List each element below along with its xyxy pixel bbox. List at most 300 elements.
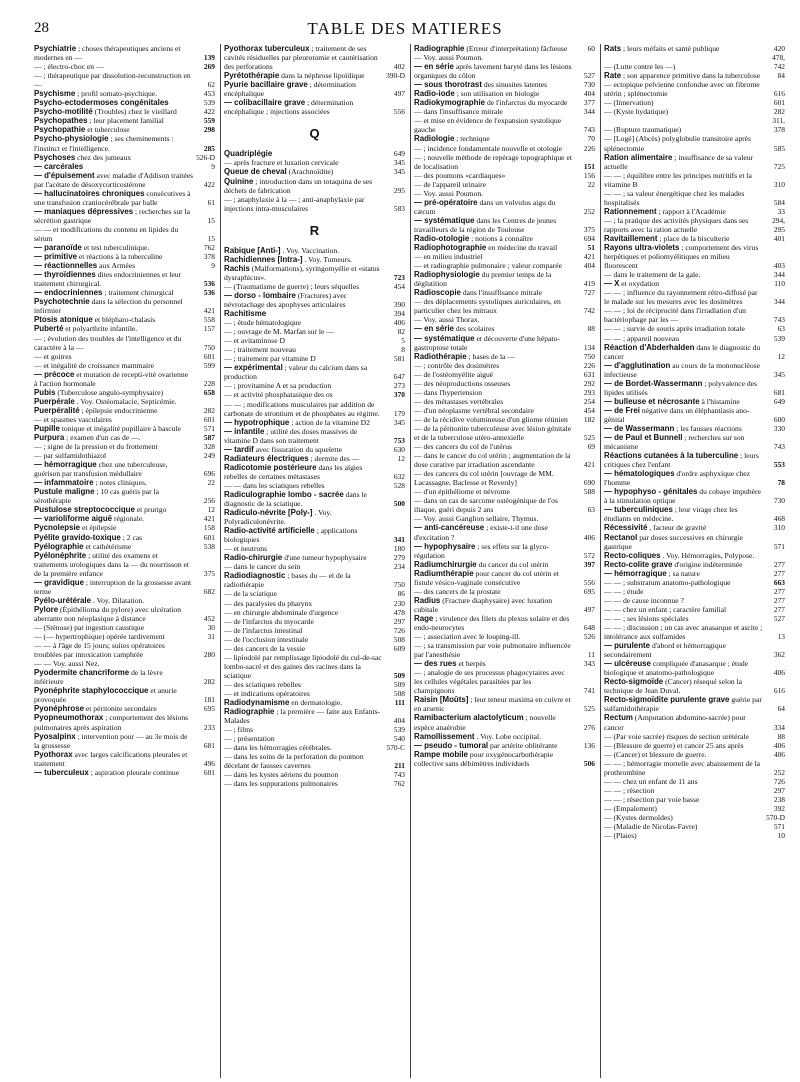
entry-text (224, 390, 385, 399)
entry-description: — — et modifications du contenu en lipides du sérum (34, 224, 179, 243)
entry-text (414, 243, 575, 252)
index-entry (34, 189, 215, 207)
entry-heading: Radicotomie postérieure (224, 462, 317, 472)
index-entry (224, 327, 405, 336)
index-entry (414, 451, 595, 469)
index-entry (604, 777, 785, 786)
entry-heading: Rationnement (604, 206, 657, 216)
entry-heading: Ravitaillement (604, 233, 658, 243)
entry-heading: — précoce (34, 369, 75, 379)
entry-page-number: 390 (393, 299, 405, 309)
entry-description: — ; étude hématologique (224, 318, 301, 328)
index-entry (224, 336, 405, 345)
entry-heading: Psychopathie (34, 125, 86, 135)
index-entry (34, 750, 215, 768)
entry-page-number: 33 (777, 206, 785, 216)
entry-text (224, 707, 385, 725)
entry-heading: Rachidiennes [Intra-] (224, 254, 303, 264)
index-entry (604, 732, 785, 741)
entry-description: dans un volvulus aigu du cæcum (414, 197, 556, 216)
index-entry (604, 451, 785, 469)
index-entry (34, 487, 215, 505)
index-entry (34, 324, 215, 333)
entry-page-number: 694 (583, 233, 595, 243)
index-entry (224, 508, 405, 526)
entry-description: avec larges calcifications pleurales et traitement (34, 749, 188, 768)
entry-text (34, 252, 195, 261)
entry-text (414, 261, 575, 270)
entry-text (604, 822, 765, 831)
entry-description: — et spasmes vasculaires (34, 414, 112, 424)
column-divider (410, 44, 411, 1078)
entry-description: — d'un néoplasme vertébral secondaire (414, 405, 534, 415)
entry-page-number: 279 (393, 553, 405, 563)
entry-text (34, 704, 195, 713)
entry-page-number: 156 (583, 170, 595, 180)
index-entry (604, 551, 785, 560)
entry-page-number: 298 (203, 125, 215, 135)
entry-page-number: 88 (587, 324, 595, 334)
entry-description: et réactions à la tuberculine (78, 252, 163, 262)
entry-description: (Amputation abdomino-sacrée) pour cancer (604, 713, 746, 732)
index-entry (414, 442, 595, 451)
index-entry (414, 388, 595, 397)
entry-description: dans les algies rebelles de certaines métastases (224, 462, 363, 481)
index-entry (34, 388, 215, 397)
entry-page-number: 599 (203, 360, 215, 370)
entry-heading: Radiodynamisme (224, 698, 290, 708)
index-entry (224, 644, 405, 653)
index-entry (414, 750, 595, 768)
entry-page-number: 743 (583, 125, 595, 135)
entry-text (34, 89, 195, 98)
entry-text (414, 134, 575, 143)
entry-page-number: 344 (773, 297, 785, 307)
entry-page-number: 682 (203, 586, 215, 596)
entry-page-number: 86 (397, 589, 405, 599)
entry-page-number: 616 (773, 686, 785, 696)
entry-description: (Épithélioma du pylore) avec ulcération aberrante non néoplasique à distance (34, 604, 182, 623)
entry-page-number: 497 (393, 89, 405, 99)
entry-page-number: 601 (203, 532, 215, 542)
entry-heading: — maniaques dépressives (34, 206, 134, 216)
entry-description: ; 2 cas (122, 532, 143, 542)
entry-page-number: 406 (583, 532, 595, 542)
entry-page-number: 345 (393, 417, 405, 427)
index-entry (604, 71, 785, 80)
entry-page-number: 12 (207, 505, 215, 515)
entry-page-number: 69 (587, 442, 595, 452)
index-entry (604, 343, 785, 361)
entry-page-number: 282 (203, 677, 215, 687)
entry-heading: Pyélonéphrite (34, 550, 87, 560)
entry-page-number: 11 (587, 650, 595, 660)
entry-heading: Radio-iode (414, 89, 455, 99)
index-entry (604, 614, 785, 623)
entry-description: d'une tumeur hypophysaire (284, 553, 367, 563)
index-entry (224, 291, 405, 309)
entry-description: — après fracture et luxation cervicale (224, 158, 339, 168)
entry-heading: Recto-colite grave (604, 559, 673, 569)
entry-page-number: 88 (777, 731, 785, 741)
entry-text (414, 560, 575, 569)
entry-description: dans le diagnostic du cancer (604, 342, 761, 361)
index-entry (224, 158, 405, 167)
entry-description: — (Lutte contre les —) (604, 62, 676, 72)
entry-heading: — pseudo - tumoral (414, 740, 489, 750)
entry-page-number: 726 (393, 625, 405, 635)
entry-page-number: 588 (583, 487, 595, 497)
entry-page-number: 454 (393, 281, 405, 291)
entry-heading: — hémorragique (34, 460, 97, 470)
entry-page-number: 696 (203, 469, 215, 479)
entry-description: — d'un épithéliome et névrome (414, 487, 510, 497)
entry-text (34, 270, 195, 288)
entry-page-number: 392 (773, 803, 785, 813)
entry-page-number: 727 (583, 288, 595, 298)
entry-page-number: 536 (203, 288, 215, 298)
entry-text (34, 487, 195, 505)
entry-text (224, 291, 385, 309)
entry-page-number: 571 (773, 541, 785, 551)
entry-description: — (Blessure de guerre) et cancer 25 ans après (604, 740, 744, 750)
entry-description: ; profil somato-psychique. (77, 89, 158, 99)
entry-page-number: 452 (203, 613, 215, 623)
entry-page-number: 526 (583, 632, 595, 642)
entry-description: — — à l'âge de 15 jours; suites opératoires troublées par intoxication camphrée (34, 641, 165, 660)
index-entry (604, 406, 785, 424)
index-entry (224, 98, 405, 116)
entry-page-number: 378 (203, 252, 215, 262)
index-entry (34, 713, 215, 731)
entry-description: — ; films (224, 725, 254, 735)
entry-description: — dans les soins de la perforation du poumon décelant de fausses cavernes (224, 752, 364, 771)
entry-page-number: 601 (773, 98, 785, 108)
entry-description: ; les fausses réactions (676, 423, 742, 433)
entry-page-number: 402 (393, 62, 405, 72)
entry-description: et anurie provoquée (34, 686, 177, 705)
entry-description: — ; ouvrage de M. Marfan sur le — (224, 327, 334, 337)
entry-text (414, 324, 575, 333)
entry-page-number: 277 (773, 595, 785, 605)
index-entry (604, 587, 785, 596)
entry-page-number: 406 (773, 668, 785, 678)
index-entry (224, 734, 405, 743)
entry-text (414, 713, 575, 731)
entry-page-number: 64 (777, 704, 785, 714)
entry-text (414, 180, 575, 189)
entry-heading: — infammatoire (34, 478, 94, 488)
index-entry (604, 822, 785, 831)
index-entry (604, 750, 785, 759)
entry-page-number: 649 (773, 396, 785, 406)
entry-page-number: 181 (203, 695, 215, 705)
entry-description: — dans l'hypertension (414, 387, 483, 397)
entry-text (224, 309, 385, 318)
index-entry (34, 116, 215, 125)
index-entry (604, 397, 785, 406)
entry-page-number: 179 (393, 408, 405, 418)
entry-page-number: 63 (777, 324, 785, 334)
entry-page-number: 238 (773, 794, 785, 804)
entry-description: — par sulfamidothiazol (34, 451, 107, 461)
entry-page-number: 328 (203, 442, 215, 452)
entry-text (34, 62, 195, 71)
entry-page-number: 538 (203, 541, 215, 551)
entry-text (34, 71, 195, 89)
entry-heading: Radiodiagnostic (224, 571, 286, 581)
entry-description: ; dermite des — (310, 453, 360, 463)
entry-text (604, 831, 765, 840)
entry-page-number: 572 (583, 550, 595, 560)
entry-page-number: 254 (583, 396, 595, 406)
entry-page-number: 182 (583, 414, 595, 424)
index-entry (414, 469, 595, 487)
entry-description: — ; la pratique des activités physiques dans ses rapports avec la ration actuelle (604, 215, 749, 234)
entry-page-number: 496 (203, 758, 215, 768)
entry-page-number: 62 (207, 80, 215, 90)
index-entry (34, 623, 215, 632)
index-entry (34, 533, 215, 542)
index-entry (414, 641, 595, 659)
index-entry (414, 216, 595, 234)
entry-page-number: 695 (583, 586, 595, 596)
entry-page-number: 743 (393, 770, 405, 780)
index-entry (604, 153, 785, 171)
entry-text (604, 207, 765, 216)
entry-text (604, 578, 765, 587)
entry-description: — — ; étude (604, 586, 644, 596)
entry-description: — Voy. aussi Ganglion sellaire, Thymus. (414, 514, 539, 524)
index-entry (224, 282, 405, 291)
index-entry (224, 167, 405, 176)
entry-text (224, 463, 385, 481)
entry-heading: — en série (414, 324, 454, 334)
entry-page-number: 310 (773, 179, 785, 189)
index-entry (604, 641, 785, 659)
entry-page-number: 390-D (386, 71, 405, 81)
entry-text (604, 189, 765, 207)
index-entry (34, 252, 215, 261)
entry-text (34, 361, 195, 370)
entry-page-number: 750 (203, 342, 215, 352)
entry-text (604, 605, 765, 614)
entry-page-number: 297 (393, 616, 405, 626)
entry-text (224, 427, 385, 445)
entry-description: — ; analogie de ses processus phagocytaires avec les cellules végétales parasitées par les champignons (414, 668, 565, 696)
index-entry (34, 424, 215, 433)
entry-page-number: 525 (583, 433, 595, 443)
entry-text (414, 442, 575, 451)
index-entry (414, 315, 595, 324)
entry-text (224, 562, 385, 571)
index-entry (604, 659, 785, 677)
index-entry (604, 533, 785, 551)
index-entry (414, 352, 595, 361)
index-entry (224, 44, 405, 71)
entry-text (34, 315, 195, 324)
entry-description: dans la néphrose lipoïdique (281, 71, 365, 81)
entry-page-number: 404 (583, 261, 595, 271)
index-entry (34, 243, 215, 252)
index-entry (604, 379, 785, 397)
entry-description: ; bases de la — (468, 351, 515, 361)
entry-text (414, 334, 575, 352)
index-entry (604, 424, 785, 433)
entry-description: par artérite oblitérante (490, 740, 558, 750)
index-entry (34, 659, 215, 668)
index-entry (34, 505, 215, 514)
entry-page-number: 139 (203, 53, 215, 63)
entry-page-number: 583 (393, 203, 405, 213)
entry-description: compliquée d'anasarque ; étude biologique et anatomo-pathologique (604, 659, 749, 678)
entry-page-number: 556 (583, 577, 595, 587)
entry-heading: Radio-activité artificielle (224, 526, 315, 536)
entry-page-number: 743 (773, 442, 785, 452)
entry-heading: Rachitisme (224, 309, 267, 319)
entry-page-number: 695 (203, 704, 215, 714)
entry-page-number: 539 (773, 333, 785, 343)
index-entry (414, 732, 595, 741)
entry-page-number: 15 (207, 233, 215, 243)
entry-page-number: 292 (583, 378, 595, 388)
entry-text (414, 641, 575, 659)
entry-page-number: 528 (393, 480, 405, 490)
entry-description: — ; contrôle des dosimètres (414, 360, 500, 370)
entry-page-number: 609 (393, 643, 405, 653)
entry-text (224, 327, 385, 336)
index-entry (34, 397, 215, 406)
index-entry (34, 270, 215, 288)
entry-heading: Pyothorax (34, 749, 73, 759)
entry-page-number: 9 (211, 261, 215, 271)
entry-description: (Erreur d'interprétation) fâcheuse (466, 44, 568, 53)
entry-text (414, 632, 575, 641)
index-entry (34, 551, 215, 578)
entry-page-number: 649 (393, 149, 405, 159)
entry-text (414, 80, 575, 89)
index-entry (604, 270, 785, 279)
entry-text (224, 44, 385, 71)
index-entry (224, 390, 405, 399)
entry-page-number: 663 (773, 577, 785, 587)
entry-description: — ; traitement nouveau (224, 345, 296, 355)
entry-heading: — hypophysaire (414, 541, 476, 551)
index-entry (34, 641, 215, 659)
index-entry (604, 677, 785, 695)
entry-heading: Rats (604, 44, 622, 53)
entry-text (34, 297, 195, 315)
entry-description: — Voy. aussi Poumon. (414, 53, 484, 63)
entry-description: ; son apparence primitive dans la tuberculose (623, 71, 761, 81)
entry-text (604, 406, 765, 424)
entry-heading: Pyodermite chancriforme (34, 668, 130, 678)
entry-heading: Quadriplégie (224, 149, 273, 159)
entry-heading: — purulente (604, 641, 651, 651)
index-entry (414, 198, 595, 216)
entry-heading: Queue de cheval (224, 167, 287, 177)
entry-heading: — hémorragique (604, 568, 667, 578)
entry-text (224, 481, 385, 490)
index-entry (34, 98, 215, 107)
index-entry (34, 542, 215, 551)
index-entry (224, 707, 405, 725)
index-entry (224, 400, 405, 418)
entry-page-number: 601 (203, 414, 215, 424)
entry-description: — — ; hémorragie mortelle avec abaissement de la prothrombine (604, 758, 761, 777)
entry-description: tonique et inégalité pupillaire à bascule (61, 423, 181, 433)
index-entry (224, 363, 405, 381)
index-entry (604, 53, 785, 71)
entry-text (224, 158, 385, 167)
entry-description: — ; traitement par vitamine D (224, 354, 316, 364)
index-entry (604, 334, 785, 343)
entry-page-number: 403 (773, 261, 785, 271)
index-entry (604, 361, 785, 379)
entry-text (34, 116, 195, 125)
entry-description: — ; nouvelle méthode de repérage topographique et de localisation (414, 152, 572, 171)
index-entry (224, 635, 405, 644)
index-entry (224, 149, 405, 158)
entry-heading: — d'agglutination (604, 360, 671, 370)
entry-description: ; introduction dans un totaquina de ses déchets de fabrication (224, 176, 373, 195)
entry-page-number: 584 (773, 197, 785, 207)
entry-description: ; interruption de la grossesse avant terme (34, 577, 192, 596)
entry-description: — (Kystes dermoïdes) (604, 812, 673, 822)
entry-description: chez des jumeaux (77, 152, 132, 162)
entry-page-number: 631 (583, 369, 595, 379)
entry-heading: Pupille (34, 423, 60, 433)
entry-description: — (Par voie sacrée) risques de section urétérale (604, 731, 749, 741)
entry-text (224, 71, 385, 80)
entry-page-number: 5 (401, 336, 405, 346)
entry-page-number: 478 (393, 607, 405, 617)
entry-description: — des cancers du col utérin [ouvrage de MM. Lacassagne, Baclesse et Reverdy] (414, 469, 554, 488)
index-entry (34, 153, 215, 162)
entry-text (34, 668, 195, 686)
index-entry (34, 44, 215, 62)
index-entry (34, 352, 215, 361)
entry-description: pour cancer du col utérin et fistule vésico-vaginale consécutive (414, 568, 559, 587)
entry-text (414, 198, 575, 216)
entry-page-number: 401 (773, 233, 785, 243)
entry-text (604, 777, 765, 786)
entry-heading: Réactions cutanées à la tuberculine (604, 451, 739, 461)
entry-text (34, 460, 195, 478)
index-entry (224, 345, 405, 354)
entry-text (604, 469, 765, 487)
entry-text (34, 623, 195, 632)
index-entry (34, 514, 215, 523)
entry-description: — — dans les sciatiques rebelles (224, 480, 325, 490)
entry-page-number: 13 (777, 632, 785, 642)
entry-description: (Fractures) avec névrotachage des apophyses articulaires (224, 290, 347, 309)
entry-page-number: 750 (393, 580, 405, 590)
entry-page-number: 681 (773, 387, 785, 397)
entry-description: ; sa nature (668, 568, 700, 578)
index-entry (34, 451, 215, 460)
entry-page-number: 658 (203, 387, 215, 397)
entry-page-number: 406 (393, 318, 405, 328)
entry-description: et découverte d'une hépato-gastroptose totale (414, 333, 560, 352)
entry-description: ; intervention pour — au 3e mois de la grossesse (34, 731, 188, 750)
entry-heading: Puerpérale (34, 396, 75, 406)
entry-page-number: 345 (393, 158, 405, 168)
entry-description: — ; incidence fondamentale nouvelle et otologie (414, 143, 563, 153)
entry-description: pour oxygénocarbothérapie collective sans débimètres individuels (414, 749, 554, 768)
entry-description: régionale. (113, 514, 145, 524)
entry-text (34, 514, 195, 523)
